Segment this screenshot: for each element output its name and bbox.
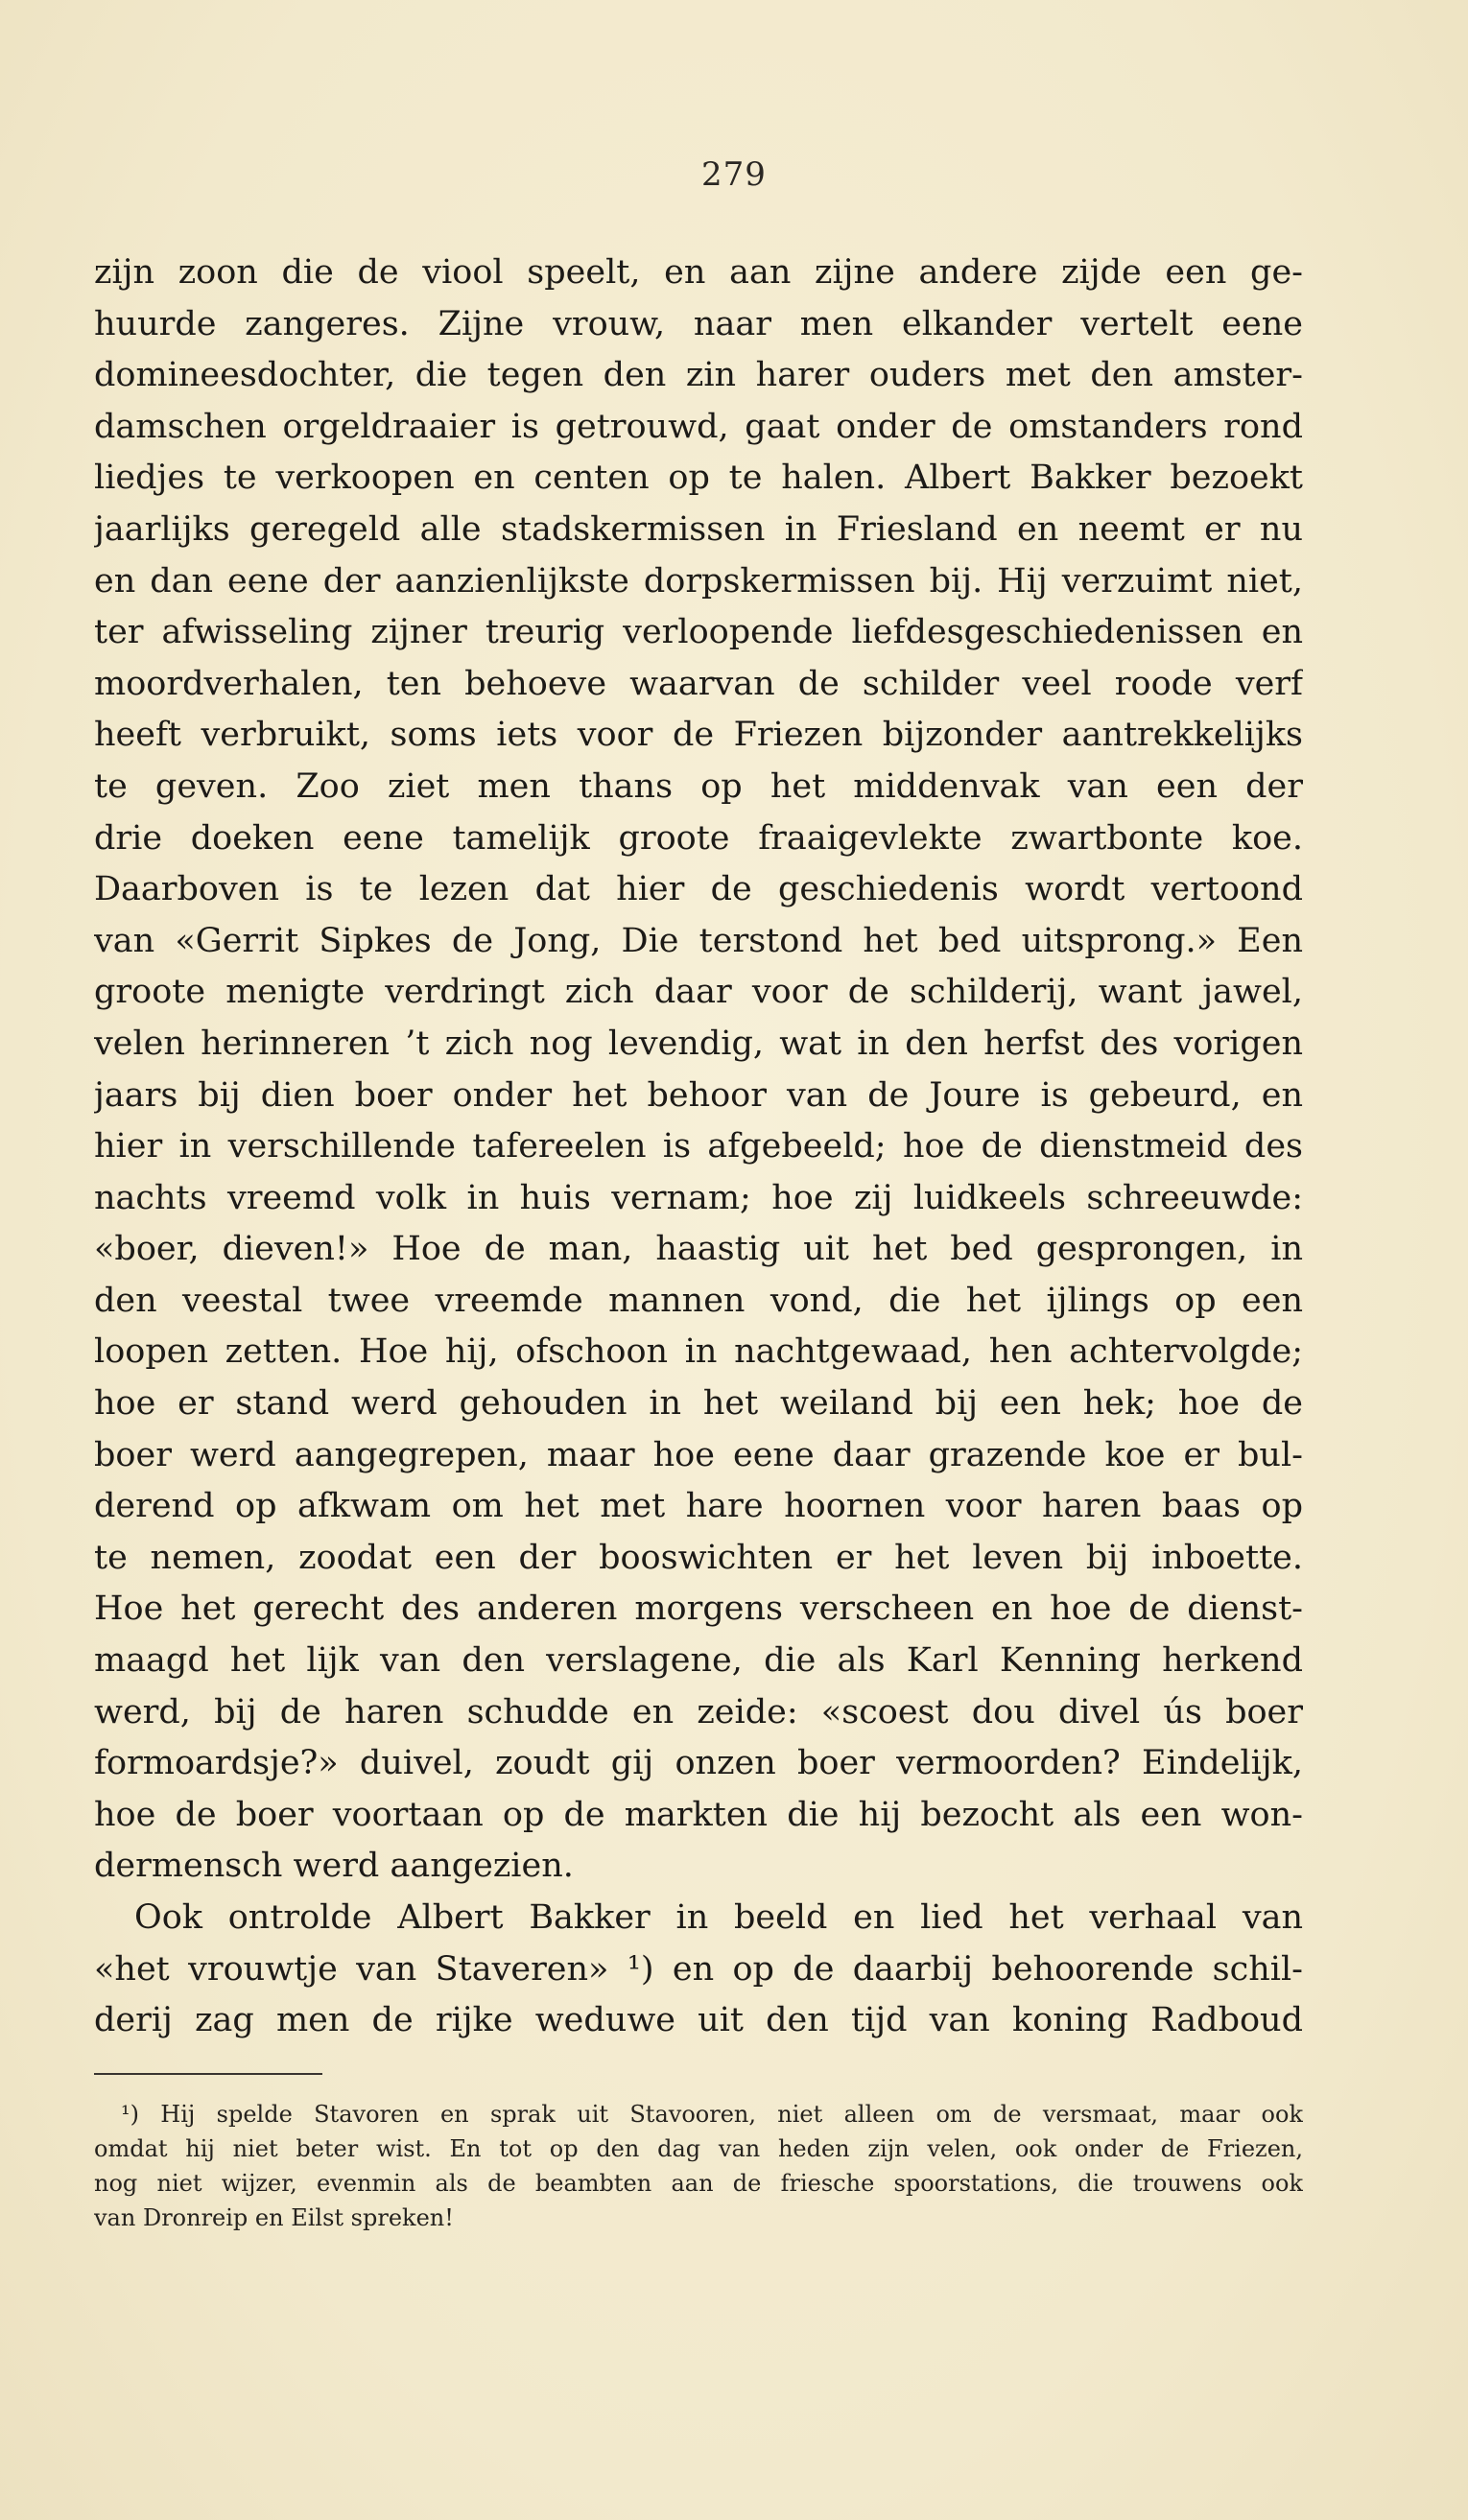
footnote-line: omdat hij niet beter wist. En tot op den dag van heden zijn velen, ook onder de Friezen,	[94, 2135, 1303, 2162]
text-line: heeft verbruikt, soms iets voor de Friezen bijzonder aantrekkelijks	[94, 716, 1303, 755]
text-line: liedjes te verkoopen en centen op te halen. Albert Bakker bezoekt	[94, 459, 1303, 498]
text-line: zijn zoon die de viool speelt, en aan zijne andere zijde een ge-	[94, 253, 1303, 292]
text-line: maagd het lijk van den verslagene, die als Karl Kenning herkend	[94, 1641, 1303, 1681]
text-line: Hoe het gerecht des anderen morgens verscheen en hoe de dienst-	[94, 1590, 1303, 1629]
text-line: «boer, dieven!» Hoe de man, haastig uit het bed gesprongen, in	[94, 1230, 1303, 1269]
paragraph-first-line: Ook ontrolde Albert Bakker in beeld en lied het verhaal van	[134, 1898, 1303, 1937]
text-line: boer werd aangegrepen, maar hoe eene daar grazende koe er bul-	[94, 1435, 1303, 1474]
footnote-divider	[94, 2073, 322, 2075]
text-line: hier in verschillende tafereelen is afgebeeld; hoe de dienstmeid des	[94, 1127, 1303, 1166]
text-line: werd, bij de haren schudde en zeide: «scoest dou divel ús boer	[94, 1692, 1303, 1731]
text-line: formoardsje?» duivel, zoudt gij onzen boer vermoorden? Eindelijk,	[94, 1744, 1303, 1783]
text-line: «het vrouwtje van Staveren» ¹) en op de daarbij behoorende schil-	[94, 1949, 1303, 1989]
text-line: ter afwisseling zijner treurig verloopende liefdesgeschiedenissen en	[94, 613, 1303, 652]
text-line: dermensch werd aangezien.	[94, 1847, 574, 1886]
text-line: hoe er stand werd gehouden in het weiland bij een hek; hoe de	[94, 1384, 1303, 1424]
text-line: en dan eene der aanzienlijkste dorpskermissen bij. Hij verzuimt niet,	[94, 561, 1303, 601]
text-line: velen herinneren ’t zich nog levendig, wat in den herfst des vorigen	[94, 1024, 1303, 1063]
text-line: te geven. Zoo ziet men thans op het middenvak van een der	[94, 766, 1303, 806]
footnote-line: ¹) Hij spelde Stavoren en sprak uit Stavooren, niet alleen om de versmaat, maar ook	[121, 2101, 1303, 2128]
text-line: te nemen, zoodat een der booswichten er het leven bij inboette.	[94, 1538, 1303, 1577]
text-line: derij zag men de rijke weduwe uit den tijd van koning Radboud	[94, 2001, 1303, 2040]
text-line: jaars bij dien boer onder het behoor van de Joure is gebeurd, en	[94, 1075, 1303, 1115]
page-number: 279	[701, 155, 767, 194]
footnote-line: nog niet wijzer, evenmin als de beambten aan de friesche spoorstations, die trouwens ook	[94, 2170, 1303, 2197]
text-line: moordverhalen, ten behoeve waarvan de schilder veel roode verf	[94, 664, 1303, 703]
text-line: damschen orgeldraaier is getrouwd, gaat onder de omstanders rond	[94, 407, 1303, 446]
text-line: drie doeken eene tamelijk groote fraaigevlekte zwartbonte koe.	[94, 818, 1303, 858]
text-line: hoe de boer voortaan op de markten die hij bezocht als een won-	[94, 1795, 1303, 1834]
text-line: huurde zangeres. Zijne vrouw, naar men elkander vertelt eene	[94, 304, 1303, 343]
footnote-line: van Dronreip en Eilst spreken!	[94, 2204, 454, 2231]
footnotes	[94, 2097, 1303, 2235]
text-line: groote menigte verdringt zich daar voor de schilderij, want jawel,	[94, 973, 1303, 1012]
text-line: derend op afkwam om het met hare hoornen voor haren baas op	[94, 1487, 1303, 1526]
text-line: van «Gerrit Sipkes de Jong, Die terstond het bed uitsprong.» Een	[94, 921, 1303, 960]
text-line: loopen zetten. Hoe hij, ofschoon in nachtgewaad, hen achtervolgde;	[94, 1332, 1303, 1372]
text-line: jaarlijks geregeld alle stadskermissen in Friesland en neemt er nu	[94, 509, 1303, 549]
text-line: nachts vreemd volk in huis vernam; hoe zij luidkeels schreeuwde:	[94, 1178, 1303, 1217]
text-line: den veestal twee vreemde mannen vond, die het ijlings op een	[94, 1281, 1303, 1320]
text-line: Daarboven is te lezen dat hier de geschiedenis wordt vertoond	[94, 870, 1303, 909]
body-text	[94, 247, 1303, 2047]
text-line: domineesdochter, die tegen den zin harer ouders met den amster-	[94, 356, 1303, 395]
